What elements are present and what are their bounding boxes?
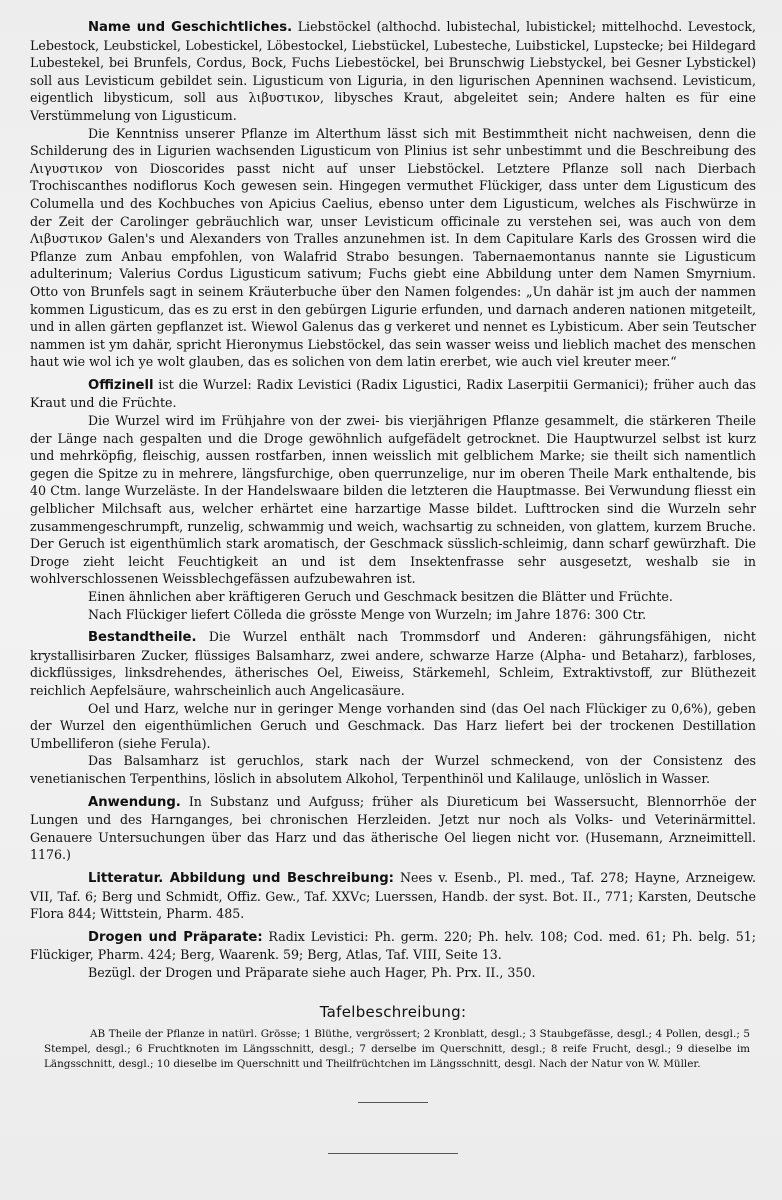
section-drogen — [30, 928, 756, 982]
section-heading: Name und Geschichtliches. — [88, 20, 293, 35]
paragraph: Die Kenntniss unserer Pflanze im Alterthum lässt sich mit Bestimmtheit nicht nachweisen, denn die Schilderung des in Ligurien wachsenden Ligusticum von Plinius ist sehr unbestimmt und die Beschreibung des Λιγυστικον von Dioscorides passt nicht auf unser Liebstöckel. Letztere Pflanze soll nach Dierbach Trochiscanthes nodiflorus Koch gewesen sein. Hingegen vermuthet Flückiger, dass unter dem Ligusticum des Columella und des Kochbuches von Apicius Caelius, ebenso unter dem Ligusticum, welches als Fischwürze in der Zeit der Carolinger gebräuchlich war, unser Levisticum officinale zu verstehen sei, was auch von dem Λιβυστικον Galen's und Alexanders von Tralles anzunehmen ist. In dem Capitulare Karls des Grossen wird die Pflanze zum Anbau empfohlen, von Walafrid Strabo besungen. Tabernaemontanus nannte sie Ligusticum adulterinum; Valerius Cordus Ligusticum sativum; Fuchs giebt eine Abbildung unter dem Namen Smyrnium. Otto von Brunfels sagt in seinem Kräuterbuche über den Namen folgendes: „Un dahär ist jm auch der nammen kommen Ligusticum, das es zu erst in den gebürgen Ligurie erfunden, und darnach anderen nationen mitgeteilt, und in allen gärten gepflanzet ist. Wiewol Galenus das g verkeret und nennet es Lybisticum. Aber sein Teutscher nammen ist ym dahär, spricht Hieronymus Liebstöckel, das sein wasser weiss und lieblich machet des menschen haut wie wol ich ye wolt glauben, das es solichen von dem latin ererbet, wie auch viel kreuter meer.“ — [30, 125, 756, 370]
paragraph: Nach Flückiger liefert Cölleda die grösste Menge von Wurzeln; im Jahre 1876: 300 Ctr. — [88, 606, 647, 622]
paragraph: Das Balsamharz ist geruchlos, stark nach der Wurzel schmeckend, von der Consistenz des venetianischen Terpenthins, löslich in absolutem Alkohol, Terpenthinöl und Kalilauge, unlöslich in Wasser. — [30, 753, 756, 786]
section-bestandtheile — [30, 628, 756, 787]
paragraph — [30, 928, 756, 964]
paragraph — [30, 376, 756, 412]
paragraph-text: Die Wurzel enthält nach Trommsdorf und Anderen: gährungsfähigen, nicht krystallisirbaren Zucker, flüssiges Balsamharz, zwei andere, schwarze Harze (Alpha- und Betaharz), farbloses, dickflüssiges, linksdrehendes, ätherisches Oel, Eiweiss, Stärkemehl, Schleim, Extraktivstoff, zur Blüthezeit reichlich Aepfelsäure, wahrscheinlich auch Angelicasäure. — [30, 629, 756, 698]
section-heading: Anwendung. — [88, 794, 181, 810]
paragraph-text: Liebstöckel (althochd. lubistechal, lubistickel; mittelhochd. Levestock, Lebestock, Leubstickel, Lobestickel, Löbestockel, Liebstückel, Lubesteche, Luibstickel, Lupstecke; bei Hildegard Lubestekel, bei Brunfels, Cordus, Bock, Fuchs Liebestöckel, bei Brunschwig Liebstyckel, bei Gesner Lybstickel) soll aus Levisticum gebildet sein. Ligusticum von Liguria, in den ligurischen Apenninen wachsend. Levisticum, eigentlich libysticum, soll aus λιβυστικον, libysches Kraut, abgeleitet sein; Andere halten es für eine Verstümmelung von Ligusticum. — [30, 19, 756, 123]
section-heading: Drogen und Präparate: — [88, 929, 263, 945]
paragraph — [30, 869, 756, 923]
divider-line — [328, 1153, 458, 1154]
paragraph: Oel und Harz, welche nur in geringer Menge vorhanden sind (das Oel nach Flückiger zu 0,6%), geben der Wurzel den eigenthümlichen Geruch und Geschmack. Das Harz liefert bei der trockenen Destillation Umbelliferon (siehe Ferula). — [30, 700, 756, 751]
paragraph: Die Wurzel wird im Frühjahre von der zwei- bis vierjährigen Pflanze gesammelt, die stärkeren Theile der Länge nach gespalten und die Droge gewöhnlich aufgefädelt getrocknet. Die Hauptwurzel selbst ist kurz und mehrköpfig, fleischig, aussen rostfarben, innen weisslich mit gelblichem Marke; sie theilt sich namentlich gegen die Spitze zu in mehrere, längsfurchige, oben querrunzelige, nur im oberen Theile Mark enthaltende, bis 40 Ctm. lange Wurzeläste. In der Handelswaare bilden die letzteren die Hauptmasse. Bei Verwundung fliesst ein gelblicher Milchsaft aus, welcher erhärtet eine harzartige Masse bildet. Lufttrocken sind die Wurzeln sehr zusammengeschrumpft, runzelig, schwammig und weich, wachsartig zu schneiden, von glattem, kurzem Bruche. Der Geruch ist eigenthümlich stark aromatisch, der Geschmack süsslich-schleimig, dann scharf gewürzhaft. Die Droge zieht leicht Feuchtigkeit an und ist dem Insektenfrasse sehr ausgesetzt, weshalb sie in wohlverschlossenen Weissblechgefässen aufzubewahren ist. — [30, 413, 756, 587]
section-name-geschichte — [30, 18, 756, 371]
tafel-title: Tafelbeschreibung: — [319, 1003, 467, 1022]
tafel-description — [30, 1027, 756, 1072]
section-heading: Litteratur. Abbildung und Beschreibung: — [88, 870, 394, 886]
paragraph — [30, 628, 756, 699]
paragraph: Bezügl. der Drogen und Präparate siehe auch Hager, Ph. Prx. II., 350. — [88, 964, 536, 980]
section-heading: Offizinell — [88, 377, 154, 393]
paragraph: Einen ähnlichen aber kräftigeren Geruch und Geschmack besitzen die Blätter und Früchte. — [88, 589, 673, 604]
paragraph-text: In Substanz und Aufguss; früher als Diureticum bei Wassersucht, Blennorrhöe der Lungen und des Harnganges, bei chronischen Herzleiden. Jetzt nur noch als Volks- und Veterinärmittel. Genauere Untersuchungen über das Harz und das ätherische Oel liegen nicht vor. (Husemann, Arzneimittell. 1176.) — [30, 793, 756, 863]
divider-line — [358, 1102, 428, 1103]
section-offizinell — [30, 376, 756, 623]
paragraph — [30, 18, 756, 125]
section-litteratur — [30, 869, 756, 923]
section-anwendung — [30, 793, 756, 864]
section-heading: Bestandtheile. — [88, 630, 197, 646]
paragraph-text: Radix Levistici: Ph. germ. 220; Ph. helv. 108; Cod. med. 61; Ph. belg. 51; Flückiger, Pharm. 424; Berg, Waarenk. 59; Berg, Atlas, Taf. VIII, Seite 13. — [30, 928, 756, 963]
paragraph — [30, 793, 756, 864]
tafel-text: AB Theile der Pflanze in natürl. Grösse; 1 Blüthe, vergrössert; 2 Kronblatt, desgl.; 3 Staubgefässe, desgl.; 4 Pollen, desgl.; 5 Stempel, desgl.; 6 Fruchtknoten im Längsschnitt, desgl.; 7 derselbe im Querschnitt, desgl.; 8 reife Frucht, desgl.; 9 dieselbe im Längsschnitt, desgl.; 10 dieselbe im Querschnitt und Theilfrüchtchen im Längsschnitt, desgl. Nach der Natur von W. Müller. — [44, 1028, 750, 1071]
paragraph-text: Nees v. Esenb., Pl. med., Taf. 278; Hayne, Arzneigew. VII, Taf. 6; Berg und Schmidt, Offiz. Gew., Taf. XXVc; Luerssen, Handb. der syst. Bot. II., 771; Karsten, Deutsche Flora 844; Wittstein, Pharm. 485. — [30, 869, 756, 922]
paragraph-text: ist die Wurzel: Radix Levistici (Radix Ligustici, Radix Laserpitii Germanici); früher auch das Kraut und die Früchte. — [30, 376, 756, 411]
